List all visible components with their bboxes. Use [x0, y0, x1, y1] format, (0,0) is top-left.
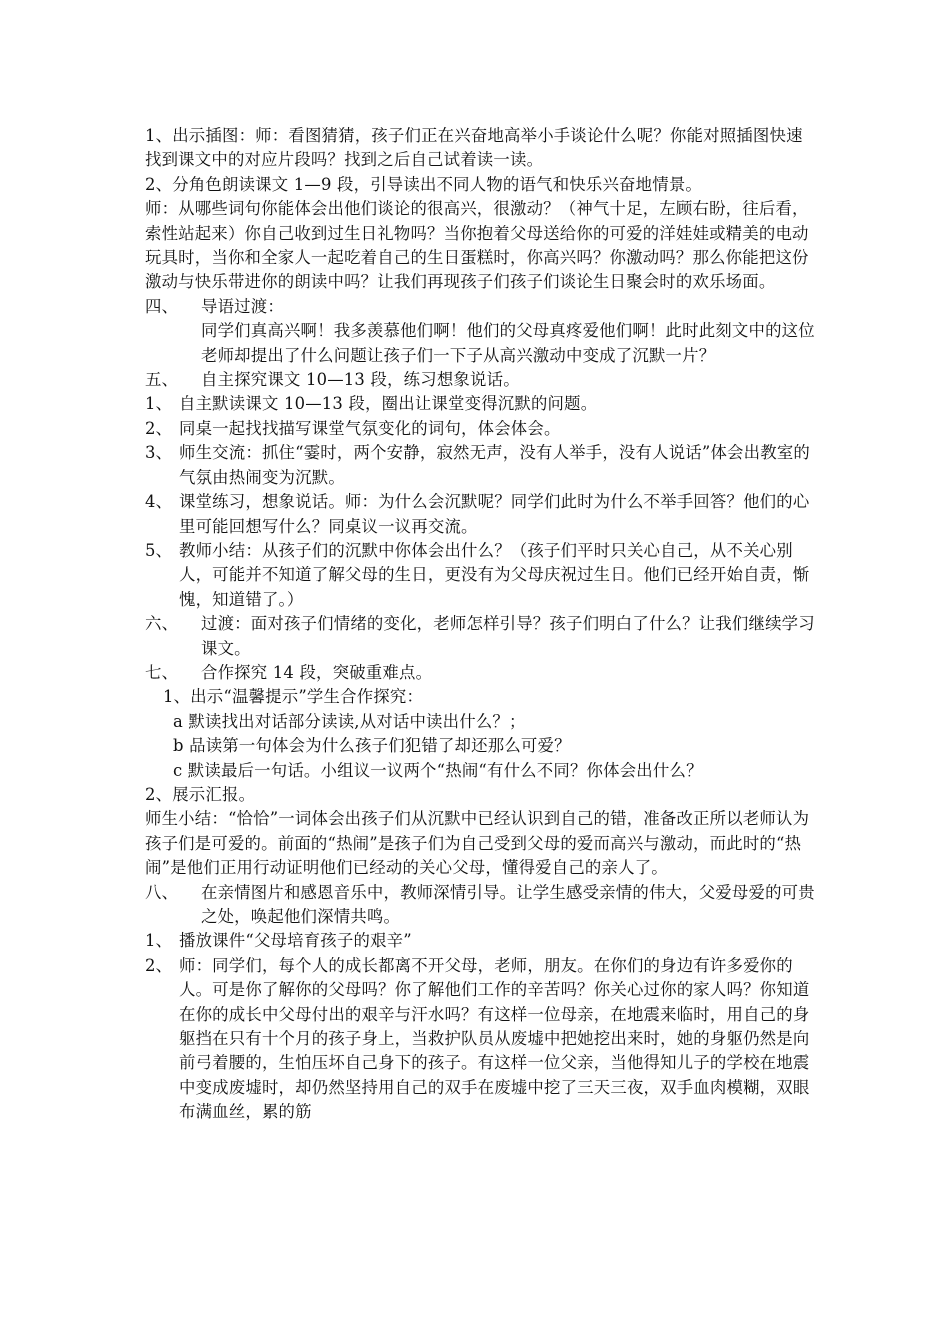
- list-item: [145, 954, 817, 1125]
- paragraph-summary: 师生小结：“恰恰”一词体会出孩子们从沉默中已经认识到自己的错，准备改正所以老师认为孩子们是可爱的。前面的“热闹”是孩子们为自己受到父母的爱而高兴与激动，而此时的“热闹”是他们正用行动证明他们已经动的关心父母，懂得爱自己的亲人了。: [145, 809, 810, 878]
- paragraph-show-illustration: 1、出示插图：师：看图猜猜，孩子们正在兴奋地高举小手谈论什么呢？你能对照插图快速找到课文中的对应片段吗？找到之后自己试着读一读。: [145, 126, 803, 170]
- section-number: 七、: [145, 662, 179, 682]
- list-item: [145, 392, 817, 416]
- section-title: 在亲情图片和感恩音乐中，教师深情引导。让学生感受亲情的伟大，父爱母爱的可贵之处，唤起他们深情共鸣。: [201, 882, 815, 926]
- section-title: 合作探究 14 段，突破重难点。: [201, 662, 433, 682]
- list-item: c 默读最后一句话。小组议一议两个“热闹“有什么不同？你体会出什么？: [173, 760, 703, 780]
- section-eight-heading: [145, 881, 817, 930]
- list-item: [145, 417, 817, 441]
- list-item-number: 2、: [145, 955, 173, 975]
- list-item: 1、出示“温馨提示”学生合作探究：: [163, 687, 424, 707]
- list-item: b 品读第一句体会为什么孩子们犯错了却还那么可爱？: [173, 736, 571, 756]
- list-item-text: 播放课件“父母培育孩子的艰辛”: [179, 931, 412, 951]
- list-item-text: 教师小结：从孩子们的沉默中你体会出什么？（孩子们平时只关心自己，从不关心别人，可能并不知道了解父母的生日，更没有为父母庆祝过生日。他们已经开始自责，惭愧，知道错了。）: [179, 540, 810, 609]
- list-item-number: 5、: [145, 540, 173, 560]
- list-item-number: 1、: [145, 931, 173, 951]
- list-item: [145, 929, 817, 953]
- section-four-body: 同学们真高兴啊！我多羡慕他们啊！他们的父母真疼爱他们啊！此时此刻文中的这位老师却提出了什么问题让孩子们一下子从高兴激动中变成了沉默一片？: [201, 321, 815, 365]
- list-item-text: 师：同学们，每个人的成长都离不开父母，老师，朋友。在你们的身边有许多爱你的人。可是你了解你的父母吗？你了解他们工作的辛苦吗？你关心过你的家人吗？你知道在你的成长中父母付出的艰辛与汗水吗？有这样一位母亲，在地震来临时，用自己的身躯挡在只有十个月的孩子身上，当救护队员从废墟中把她挖出来时，她的身躯仍然是向前弓着腰的，生怕压坏自己身下的孩子。有这样一位父亲，当他得知儿子的学校在地震中变成废墟时，却仍然坚持用自己的双手在废墟中挖了三天三夜，双手血肉模糊，双眼布满血丝，累的筋: [179, 955, 810, 1122]
- section-number: 八、: [145, 882, 179, 902]
- list-item: 2、展示汇报。: [145, 784, 256, 804]
- paragraph-teacher-question: 师：从哪些词句你能体会出他们谈论的很高兴，很激动？（神气十足，左顾右盼，往后看，索性站起来）你自己收到过生日礼物吗？当你抱着父母送给你的可爱的洋娃娃或精美的电动玩具时，当你和全家人一起吃着自己的生日蛋糕时，你高兴吗？你激动吗？那么你能把这份激动与快乐带进你的朗读中吗？让我们再现孩子们孩子们谈论生日聚会时的欢乐场面。: [145, 199, 809, 292]
- list-item: [145, 539, 817, 612]
- list-item-number: 2、: [145, 418, 173, 438]
- section-seven-heading: [145, 661, 817, 685]
- list-item-number: 3、: [145, 443, 173, 463]
- list-item-text: 同桌一起找找描写课堂气氛变化的词句，体会体会。: [179, 418, 561, 438]
- list-item-number: 4、: [145, 492, 173, 512]
- list-item-text: 师生交流：抓住“霎时，两个安静，寂然无声，没有人举手，没有人说话”体会出教室的气氛由热闹变为沉默。: [179, 443, 811, 487]
- section-four-heading: [145, 295, 817, 319]
- list-item-number: 1、: [145, 394, 173, 414]
- section-five-heading: [145, 368, 817, 392]
- section-title: 自主探究课文 10—13 段，练习想象说话。: [201, 370, 520, 390]
- list-item-text: 课堂练习，想象说话。师：为什么会沉默呢？同学们此时为什么不举手回答？他们的心里可能回想写什么？同桌议一议再交流。: [179, 492, 810, 536]
- section-title: 过渡：面对孩子们情绪的变化，老师怎样引导？孩子们明白了什么？让我们继续学习课文。: [201, 614, 815, 658]
- section-number: 六、: [145, 614, 179, 634]
- paragraph-role-reading: 2、分角色朗读课文 1—9 段，引导读出不同人物的语气和快乐兴奋地情景。: [145, 174, 703, 194]
- section-number: 四、: [145, 296, 179, 316]
- list-item: a 默读找出对话部分读读,从对话中读出什么？；: [173, 711, 526, 731]
- list-item: [145, 490, 817, 539]
- list-item: [145, 441, 817, 490]
- list-item-text: 自主默读课文 10—13 段，圈出让课堂变得沉默的问题。: [179, 394, 598, 414]
- section-title: 导语过渡：: [201, 296, 284, 316]
- section-six-heading: [145, 612, 817, 661]
- document-body: [145, 124, 817, 1125]
- section-number: 五、: [145, 370, 179, 390]
